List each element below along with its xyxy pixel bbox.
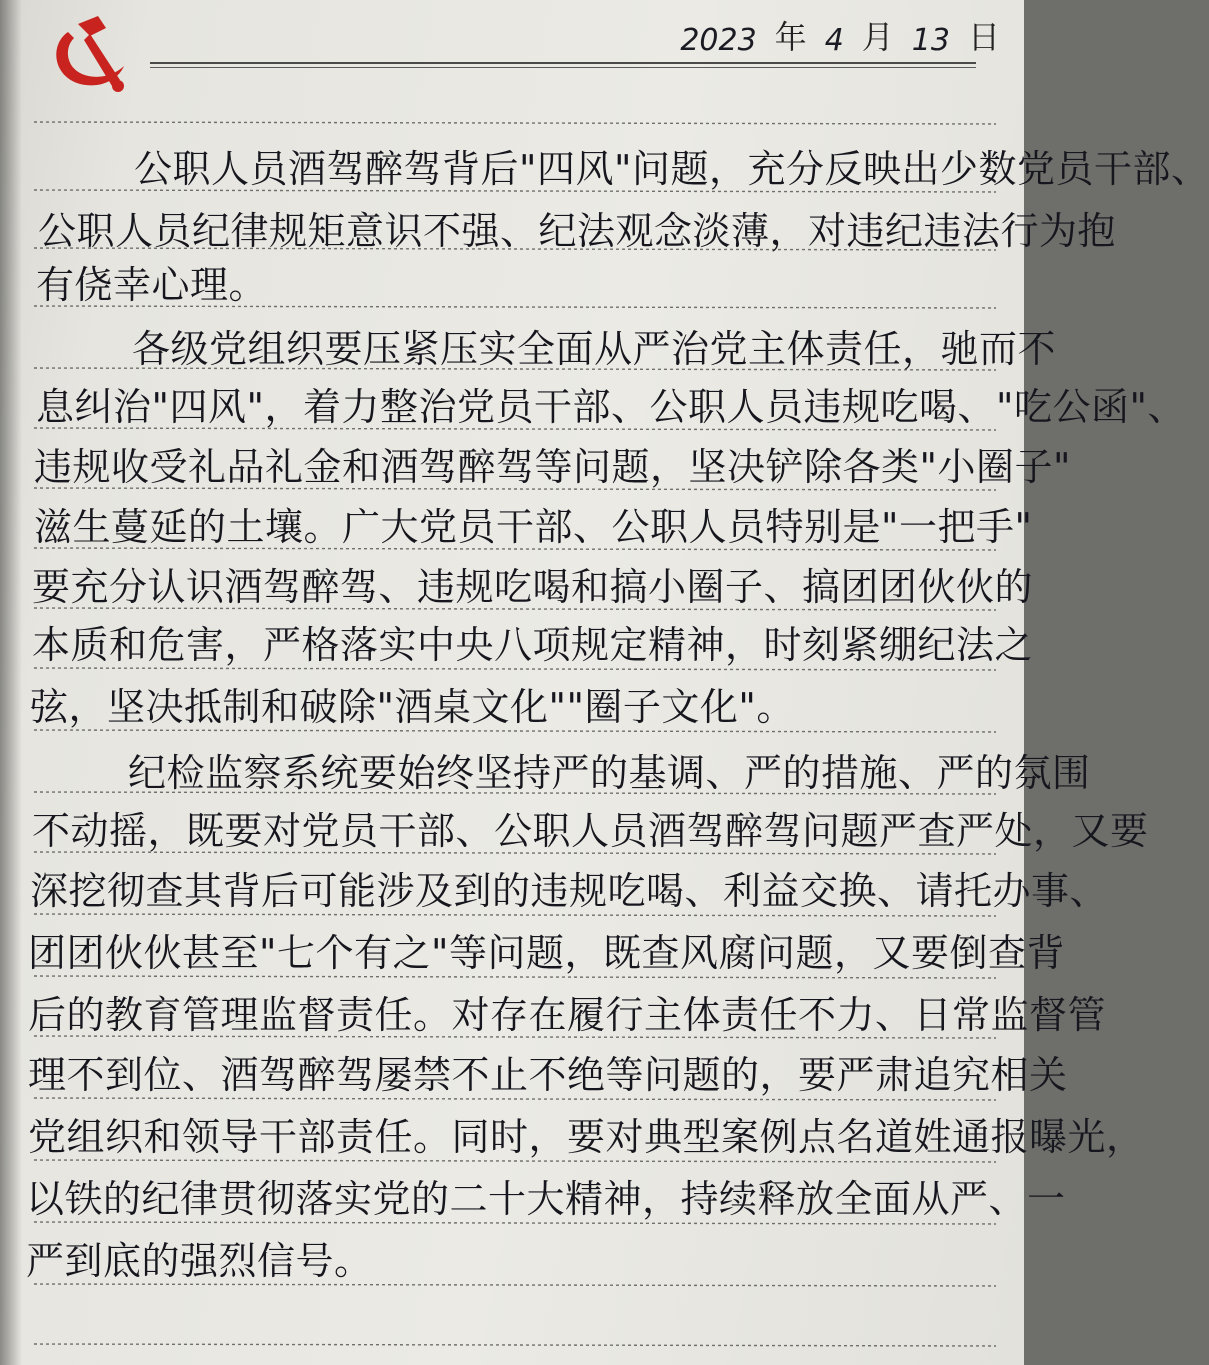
body-line-10: 弦，坚决抵制和破除"酒桌文化""圈子文化"。 [30,685,795,729]
body-line-7: 滋生蔓延的土壤。广大党员干部、公职人员特别是"一把手" [34,505,1033,549]
body-line-6: 违规收受礼品礼金和酒驾醉驾等问题，坚决铲除各类"小圈子" [34,445,1071,489]
date-day: 13 [911,23,950,58]
body-line-5: 息纠治"四风"，着力整治党员干部、公职人员违规吃喝、"吃公函"、 [36,385,1186,429]
date-year-label: 年 [774,18,807,56]
body-line-2: 公职人员纪律规矩意识不强、纪法观念淡薄，对违纪违法行为抱 [38,209,1117,253]
date-day-label: 日 [967,18,1000,56]
body-line-16: 理不到位、酒驾醉驾屡禁不止不绝等问题的，要严肃追究相关 [28,1053,1068,1097]
body-line-17: 党组织和领导干部责任。同时，要对典型案例点名道姓通报曝光， [28,1115,1145,1159]
body-line-14: 团团伙伙甚至"七个有之"等问题，既查风腐问题，又要倒查背 [28,931,1065,975]
body-line-15: 后的教育管理监督责任。对存在履行主体责任不力、日常监督管 [28,993,1107,1037]
body-line-9: 本质和危害，严格落实中央八项规定精神，时刻紧绷纪法之 [32,623,1034,667]
body-line-11: 纪检监察系统要始终坚持严的基调、严的措施、严的氛围 [128,751,1091,795]
body-line-13: 深挖彻查其背后可能涉及到的违规吃喝、利益交换、请托办事、 [30,869,1109,913]
body-line-8: 要充分认识酒驾醉驾、违规吃喝和搞小圈子、搞团团伙伙的 [32,565,1034,609]
date-month-label: 月 [861,18,894,56]
body-line-3: 有侥幸心理。 [36,263,268,307]
body-line-4: 各级党组织要压紧压实全面从严治党主体责任，驰而不 [132,327,1057,371]
body-line-12: 不动摇，既要对党员干部、公职人员酒驾醉驾问题严查严处，又要 [32,809,1149,853]
date-month: 4 [824,23,844,58]
body-line-18: 以铁的纪律贯彻落实党的二十大精神，持续释放全面从严、一 [26,1177,1066,1221]
body-line-19: 严到底的强烈信号。 [26,1239,373,1283]
date-year: 2023 [680,23,757,58]
body-line-1: 公职人员酒驾醉驾背后"四风"问题，充分反映出少数党员干部、 [134,147,1209,191]
